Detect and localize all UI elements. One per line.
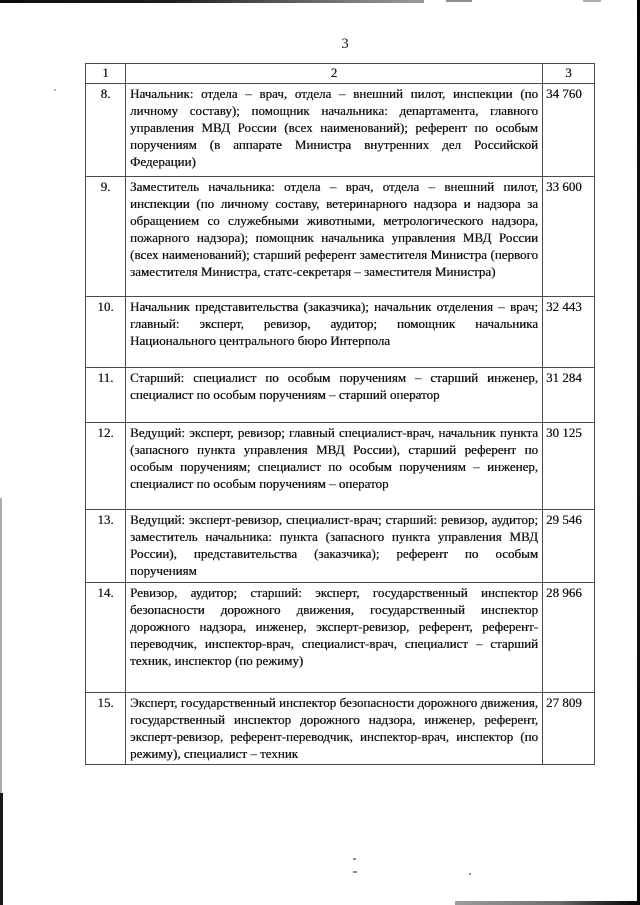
table-row [86, 693, 595, 765]
column-header-1: 1 [86, 64, 126, 84]
scan-artifact-top-tick [583, 0, 601, 2]
table-row [86, 177, 595, 297]
salary-value: 27 809 [543, 693, 595, 765]
salary-value: 33 600 [543, 177, 595, 297]
row-number: 14. [86, 583, 126, 693]
table-row [86, 510, 595, 583]
salary-table [85, 63, 595, 765]
position-description: Ревизор, аудитор; старший: эксперт, государственный инспектор безопасности дорожного движения, государственный инспектор дорожного надзора, инженер, эксперт-ревизор, референт, референт-переводчик, инспектор-врач, специалист-врач, специалист – старший техник, инспектор (по режиму) [126, 583, 543, 693]
scan-speck [469, 873, 471, 875]
row-number: 9. [86, 177, 126, 297]
scan-speck [353, 858, 356, 860]
column-header-3: 3 [543, 64, 595, 84]
position-description: Ведущий: эксперт-ревизор, специалист-врач; старший: ревизор, аудитор; заместитель начальника: пункта (запасного пункта управления МВД России), представительства (заказчика); референт по особым поручениям [126, 510, 543, 583]
column-header-2: 2 [126, 64, 543, 84]
table-row [86, 297, 595, 368]
table-row [86, 84, 595, 177]
scan-artifact-bottom-edge [455, 901, 640, 905]
table-row [86, 583, 595, 693]
position-description: Эксперт, государственный инспектор безопасности дорожного движения, государственный инспектор дорожного надзора, инженер, референт, эксперт-ревизор, референт-переводчик, инспектор-врач, инспектор (по режиму), специалист – техник [126, 693, 543, 765]
scan-artifact-top-edge [0, 0, 424, 3]
row-number: 12. [86, 423, 126, 510]
salary-value: 34 760 [543, 84, 595, 177]
row-number: 10. [86, 297, 126, 368]
page-number: 3 [341, 36, 349, 52]
salary-value: 29 546 [543, 510, 595, 583]
scan-speck [353, 871, 357, 873]
row-number: 13. [86, 510, 126, 583]
position-description: Заместитель начальника: отдела – врач, отдела – внешний пилот, инспекции (по личному составу, ветеринарного надзора и надзора за обращением со служебными животными, метрологического надзора, пожарного надзора); помощник начальника управления МВД России (всех наименований); старший референт заместителя Министра (первого заместителя Министра, статс-секретаря – заместителя Министра) [126, 177, 543, 297]
salary-value: 31 284 [543, 368, 595, 423]
row-number: 15. [86, 693, 126, 765]
salary-value: 28 966 [543, 583, 595, 693]
position-description: Ведущий: эксперт, ревизор; главный специалист-врач, начальник пункта (запасного пункта управления МВД России), старший референт по особым поручениям; специалист по особым поручениям – инженер, специалист по особым поручениям – оператор [126, 423, 543, 510]
table-header-row [86, 64, 595, 84]
position-description: Старший: специалист по особым поручениям – старший инженер, специалист по особым поручениям – старший оператор [126, 368, 543, 423]
row-number: 8. [86, 84, 126, 177]
table-row [86, 423, 595, 510]
scan-speck [54, 89, 56, 91]
salary-value: 30 125 [543, 423, 595, 510]
scan-artifact-left-edge [0, 498, 2, 798]
row-number: 11. [86, 368, 126, 423]
table-row [86, 368, 595, 423]
position-description: Начальник представительства (заказчика); начальник отделения – врач; главный: эксперт, ревизор, аудитор; помощник начальника Национального центрального бюро Интерпола [126, 297, 543, 368]
scan-artifact-left-edge [0, 793, 3, 905]
salary-value: 32 443 [543, 297, 595, 368]
position-description: Начальник: отдела – врач, отдела – внешний пилот, инспекции (по личному составу); помощник начальника: департамента, главного управления МВД России (всех наименований); референт по особым поручениям (в аппарате Министра внутренних дел Российской Федерации) [126, 84, 543, 177]
scan-artifact-top-tick [446, 0, 472, 2]
